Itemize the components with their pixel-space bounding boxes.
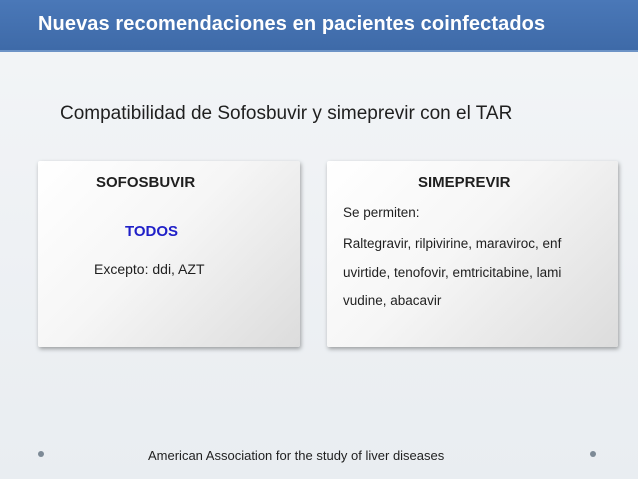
slide-subtitle: Compatibilidad de Sofosbuvir y simeprevir con el TAR: [60, 103, 513, 124]
sofosbuvir-exceptions: Excepto: ddi, AZT: [94, 261, 205, 277]
simeprevir-line: Raltegravir, rilpivirine, maraviroc, enf: [343, 236, 562, 251]
sofosbuvir-heading: SOFOSBUVIR: [96, 174, 196, 191]
slide-footer: American Association for the study of liver diseases: [148, 448, 445, 463]
bullet-dot-icon: [38, 451, 44, 457]
slide-title: Nuevas recomendaciones en pacientes coinfectados: [38, 13, 546, 35]
simeprevir-heading: SIMEPREVIR: [418, 174, 511, 191]
simeprevir-line: Se permiten:: [343, 205, 420, 220]
simeprevir-line: uvirtide, tenofovir, emtricitabine, lami: [343, 265, 562, 280]
title-bar: [0, 0, 638, 52]
bullet-dot-icon: [590, 451, 596, 457]
simeprevir-panel: [327, 161, 618, 347]
sofosbuvir-panel: [38, 161, 300, 347]
sofosbuvir-todos: TODOS: [125, 223, 179, 240]
simeprevir-line: vudine, abacavir: [343, 293, 442, 308]
